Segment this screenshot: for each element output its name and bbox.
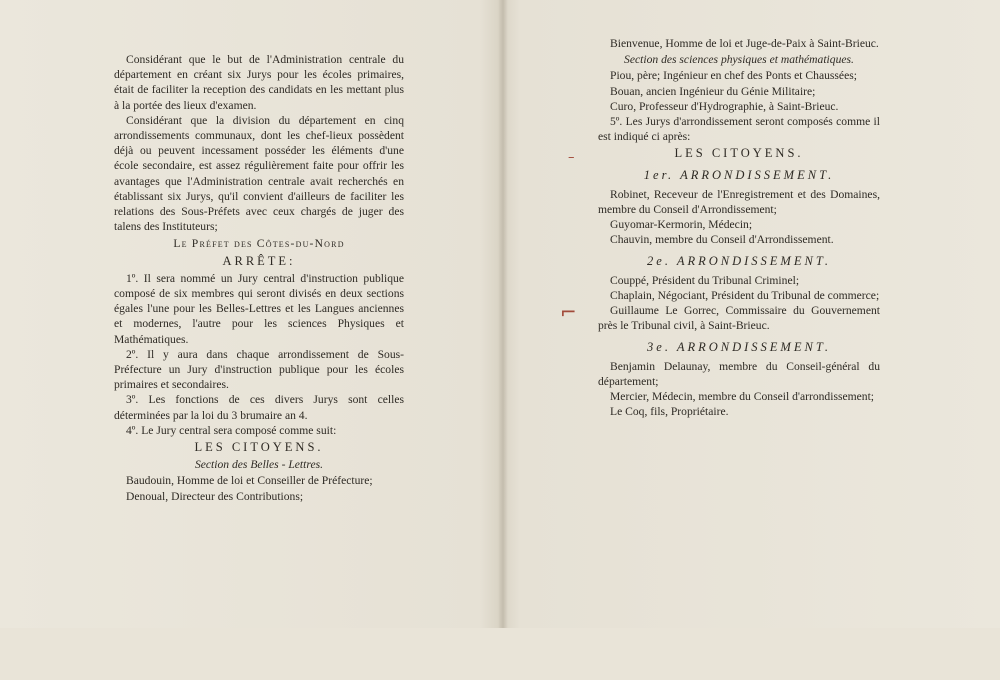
citoyens-heading: LES CITOYENS. [194, 440, 324, 455]
considerant-paragraph-2: Considérant que la division du département en cinq arrondissements communaux, dont les chef-lieux possèdent déjà ou peuvent incessament posséder les éléments d'une école secondaire, est assez régulièrement faite pour offrir les avantages que l'Administration centrale avait recherchés en établissant six Jurys, qu'il convient d'ailleurs de faciliter les relations des Sous-Préfets avec ceux chargés de juger des talens des Instituteurs; [114, 113, 404, 234]
member-baudouin: Baudouin, Homme de loi et Conseiller de Préfecture; [126, 474, 373, 488]
member-le-coq: Le Coq, fils, Propriétaire. [610, 405, 729, 419]
member-guyomar: Guyomar-Kermorin, Médecin; [610, 218, 753, 232]
member-bouan: Bouan, ancien Ingénieur du Génie Militaire; [610, 84, 816, 98]
article-4: 4º. Le Jury central sera composé comme suit: [126, 423, 337, 437]
ink-mark-cross-icon: ⌐ [560, 300, 577, 324]
article-3: 3º. Les fonctions de ces divers Jurys sont celles déterminées par la loi du 3 brumaire an 4. [114, 393, 404, 422]
page-gutter [498, 0, 508, 628]
member-robinet: Robinet, Receveur de l'Enregistrement et des Domaines, membre du Conseil d'Arrondissement; [598, 187, 880, 217]
section-sciences: Section des sciences physiques et mathématiques. [624, 53, 854, 67]
arrondissement-3-heading: 3e. ARRONDISSEMENT. [647, 339, 831, 354]
right-page [598, 36, 880, 664]
section-belles-lettres: Section des Belles - Lettres. [194, 458, 324, 472]
member-couppe: Couppé, Président du Tribunal Criminel; [610, 273, 800, 287]
ink-mark-dash-icon: – [568, 150, 575, 165]
member-le-gorrec: Guillaume Le Gorrec, Commissaire du Gouvernement près le Tribunal civil, à Saint-Brieuc. [598, 304, 880, 333]
member-denoual: Denoual, Directeur des Contributions; [126, 489, 304, 503]
member-curo: Curo, Professeur d'Hydrographie, à Saint-Brieuc. [610, 99, 839, 113]
left-page [114, 52, 404, 680]
member-piou: Piou, père; Ingénieur en chef des Ponts et Chaussées; [610, 69, 857, 83]
member-bienvenue: Bienvenue, Homme de loi et Juge-de-Paix à Saint-Brieuc. [610, 37, 879, 50]
member-chauvin: Chauvin, membre du Conseil d'Arrondissement. [610, 233, 834, 247]
member-mercier: Mercier, Médecin, membre du Conseil d'arrondissement; [610, 390, 875, 404]
member-delaunay: Benjamin Delaunay, membre du Conseil-général du département; [598, 359, 880, 389]
article-2: 2º. Il y aura dans chaque arrondissement de Sous-Préfecture un Jury d'instruction publique pour les écoles primaires et secondaires. [114, 347, 404, 392]
article-1: 1º. Il sera nommé un Jury central d'instruction publique composé de six membres qui seront divisés en deux sections égales l'une pour les Belles-Lettres et les Langues anciennes et modernes, l'autre pour les sciences Physiques et Mathématiques. [114, 271, 404, 346]
considerant-paragraph-1: Considérant que le but de l'Administration centrale du département en créant six Jurys pour les écoles primaires, était de faciliter la reception des candidats en les mettant plus à la portée des lieux d'examen. [114, 53, 404, 112]
citoyens-heading-right: LES CITOYENS. [674, 146, 804, 161]
article-5: 5º. Les Jurys d'arrondissement seront composés comme il est indiqué ci après: [598, 115, 880, 144]
arrondissement-2-heading: 2e. ARRONDISSEMENT. [647, 253, 831, 268]
prefet-heading: Le Préfet des Côtes-du-Nord [173, 237, 345, 251]
arrondissement-1-heading: 1er. ARRONDISSEMENT. [643, 167, 835, 182]
member-chaplain: Chaplain, Négociant, Président du Tribunal de commerce; [610, 289, 880, 303]
arrete-heading: ARRÊTE: [222, 253, 296, 268]
